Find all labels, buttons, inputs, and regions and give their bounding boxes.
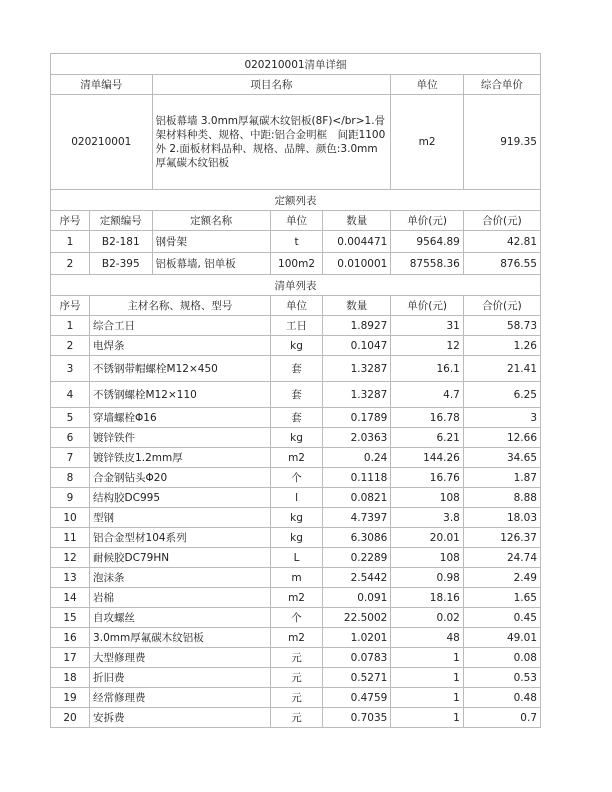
list-row (51, 382, 541, 408)
header-price: 综合单价 (463, 75, 540, 95)
list-price: 108 (391, 488, 464, 508)
item-name: 铝板幕墙 3.0mm厚氟碳木纹铝板(8F)</br>1.骨架材料种类、规格、中距:铝合金明框 间距1100外 2.面板材料品种、规格、品牌、颜色:3.0mm厚氟碳木纹铝板 (152, 95, 391, 190)
list-unit: m2 (270, 628, 322, 648)
list-no: 5 (51, 408, 90, 428)
list-row (51, 708, 541, 728)
list-qty: 0.4759 (323, 688, 391, 708)
list-unit: 套 (270, 382, 322, 408)
list-total: 2.49 (463, 568, 540, 588)
list-unit: 个 (270, 468, 322, 488)
list-row (51, 528, 541, 548)
list-total: 1.65 (463, 588, 540, 608)
list-no: 3 (51, 356, 90, 382)
list-section-title: 清单列表 (51, 275, 541, 296)
list-name: 岩棉 (90, 588, 271, 608)
list-qty: 1.8927 (323, 316, 391, 336)
quota-name: 铝板幕墙, 铝单板 (152, 253, 270, 275)
list-name: 电焊条 (90, 336, 271, 356)
list-name: 安拆费 (90, 708, 271, 728)
list-row (51, 668, 541, 688)
list-name: 3.0mm厚氟碳木纹铝板 (90, 628, 271, 648)
quota-col-total: 合价(元) (463, 211, 540, 231)
list-unit: kg (270, 508, 322, 528)
list-unit: m2 (270, 588, 322, 608)
list-no: 4 (51, 382, 90, 408)
quota-total: 876.55 (463, 253, 540, 275)
list-name: 不锈钢带帽螺栓M12×450 (90, 356, 271, 382)
quota-code: B2-181 (90, 231, 152, 253)
list-name: 综合工日 (90, 316, 271, 336)
list-qty: 1.3287 (323, 356, 391, 382)
list-price: 31 (391, 316, 464, 336)
list-price: 108 (391, 548, 464, 568)
list-unit: 套 (270, 408, 322, 428)
list-name: 折旧费 (90, 668, 271, 688)
list-unit: 元 (270, 668, 322, 688)
list-col-qty: 数量 (323, 296, 391, 316)
list-col-unit: 单位 (270, 296, 322, 316)
list-total: 8.88 (463, 488, 540, 508)
list-qty: 0.1118 (323, 468, 391, 488)
list-qty: 0.7035 (323, 708, 391, 728)
list-price: 12 (391, 336, 464, 356)
list-qty: 6.3086 (323, 528, 391, 548)
list-total: 12.66 (463, 428, 540, 448)
list-no: 2 (51, 336, 90, 356)
quota-total: 42.81 (463, 231, 540, 253)
list-col-name: 主材名称、规格、型号 (90, 296, 271, 316)
list-header-row (51, 296, 541, 316)
list-unit: m2 (270, 448, 322, 468)
list-total: 0.7 (463, 708, 540, 728)
list-row (51, 648, 541, 668)
list-unit: 工日 (270, 316, 322, 336)
list-unit: kg (270, 528, 322, 548)
list-price: 0.98 (391, 568, 464, 588)
list-no: 12 (51, 548, 90, 568)
quota-no: 1 (51, 231, 90, 253)
list-qty: 0.1789 (323, 408, 391, 428)
list-name: 耐候胶DC79HN (90, 548, 271, 568)
quota-header-row (51, 211, 541, 231)
list-no: 17 (51, 648, 90, 668)
list-price: 16.1 (391, 356, 464, 382)
item-price: 919.35 (463, 95, 540, 190)
list-no: 13 (51, 568, 90, 588)
list-price: 6.21 (391, 428, 464, 448)
list-name: 镀锌铁皮1.2mm厚 (90, 448, 271, 468)
list-name: 铝合金型材104系列 (90, 528, 271, 548)
list-no: 7 (51, 448, 90, 468)
list-row (51, 508, 541, 528)
list-row (51, 588, 541, 608)
quota-unit: t (270, 231, 322, 253)
list-qty: 0.091 (323, 588, 391, 608)
list-row (51, 488, 541, 508)
list-price: 1 (391, 688, 464, 708)
list-qty: 22.5002 (323, 608, 391, 628)
quota-row (51, 231, 541, 253)
quota-row (51, 253, 541, 275)
list-qty: 0.2289 (323, 548, 391, 568)
quota-col-code: 定额编号 (90, 211, 152, 231)
list-col-price: 单价(元) (391, 296, 464, 316)
list-total: 49.01 (463, 628, 540, 648)
list-total: 0.53 (463, 668, 540, 688)
list-total: 3 (463, 408, 540, 428)
list-price: 1 (391, 708, 464, 728)
list-no: 8 (51, 468, 90, 488)
list-price: 144.26 (391, 448, 464, 468)
header-code: 清单编号 (51, 75, 153, 95)
list-qty: 0.0783 (323, 648, 391, 668)
list-no: 20 (51, 708, 90, 728)
list-price: 4.7 (391, 382, 464, 408)
detail-table (50, 53, 541, 728)
item-code: 020210001 (51, 95, 153, 190)
header-name: 项目名称 (152, 75, 391, 95)
list-qty: 2.5442 (323, 568, 391, 588)
list-no: 16 (51, 628, 90, 648)
list-no: 6 (51, 428, 90, 448)
list-row (51, 428, 541, 448)
list-qty: 1.0201 (323, 628, 391, 648)
list-no: 19 (51, 688, 90, 708)
list-row (51, 568, 541, 588)
quota-code: B2-395 (90, 253, 152, 275)
list-total: 1.26 (463, 336, 540, 356)
list-no: 11 (51, 528, 90, 548)
list-unit: kg (270, 336, 322, 356)
list-price: 1 (391, 668, 464, 688)
list-row (51, 688, 541, 708)
page-title: 020210001清单详细 (51, 54, 541, 75)
list-no: 10 (51, 508, 90, 528)
list-row (51, 468, 541, 488)
list-name: 型钢 (90, 508, 271, 528)
quota-section-title: 定额列表 (51, 190, 541, 211)
quota-col-qty: 数量 (323, 211, 391, 231)
quota-name: 钢骨架 (152, 231, 270, 253)
list-total: 18.03 (463, 508, 540, 528)
list-total: 34.65 (463, 448, 540, 468)
quota-col-unit: 单位 (270, 211, 322, 231)
list-qty: 0.0821 (323, 488, 391, 508)
list-row (51, 628, 541, 648)
list-unit: m (270, 568, 322, 588)
list-row (51, 408, 541, 428)
list-price: 16.78 (391, 408, 464, 428)
list-no: 1 (51, 316, 90, 336)
list-total: 0.45 (463, 608, 540, 628)
list-row (51, 336, 541, 356)
list-unit: 元 (270, 648, 322, 668)
list-total: 21.41 (463, 356, 540, 382)
list-qty: 0.1047 (323, 336, 391, 356)
list-qty: 0.5271 (323, 668, 391, 688)
list-total: 1.87 (463, 468, 540, 488)
header-unit: 单位 (391, 75, 464, 95)
list-total: 58.73 (463, 316, 540, 336)
quota-qty: 0.004471 (323, 231, 391, 253)
quota-col-no: 序号 (51, 211, 90, 231)
list-total: 0.08 (463, 648, 540, 668)
list-qty: 4.7397 (323, 508, 391, 528)
list-unit: 元 (270, 688, 322, 708)
list-row (51, 548, 541, 568)
list-name: 结构胶DC995 (90, 488, 271, 508)
list-name: 大型修理费 (90, 648, 271, 668)
quota-price: 87558.36 (391, 253, 464, 275)
list-name: 经常修理费 (90, 688, 271, 708)
list-price: 48 (391, 628, 464, 648)
list-name: 不锈钢螺栓M12×110 (90, 382, 271, 408)
quota-unit: 100m2 (270, 253, 322, 275)
list-qty: 1.3287 (323, 382, 391, 408)
list-unit: 套 (270, 356, 322, 382)
quota-no: 2 (51, 253, 90, 275)
list-col-total: 合价(元) (463, 296, 540, 316)
list-price: 18.16 (391, 588, 464, 608)
quota-col-price: 单价(元) (391, 211, 464, 231)
list-price: 16.76 (391, 468, 464, 488)
item-unit: m2 (391, 95, 464, 190)
list-no: 14 (51, 588, 90, 608)
list-name: 自攻螺丝 (90, 608, 271, 628)
list-name: 合金钢钻头Φ20 (90, 468, 271, 488)
list-col-no: 序号 (51, 296, 90, 316)
list-price: 1 (391, 648, 464, 668)
list-price: 0.02 (391, 608, 464, 628)
list-row (51, 608, 541, 628)
list-no: 15 (51, 608, 90, 628)
list-unit: 个 (270, 608, 322, 628)
list-name: 镀锌铁件 (90, 428, 271, 448)
list-row (51, 316, 541, 336)
quota-price: 9564.89 (391, 231, 464, 253)
quota-col-name: 定额名称 (152, 211, 270, 231)
list-unit: 元 (270, 708, 322, 728)
list-total: 0.48 (463, 688, 540, 708)
list-name: 穿墙螺栓Φ16 (90, 408, 271, 428)
quota-qty: 0.010001 (323, 253, 391, 275)
list-name: 泡沫条 (90, 568, 271, 588)
list-row (51, 356, 541, 382)
list-total: 6.25 (463, 382, 540, 408)
list-unit: l (270, 488, 322, 508)
list-price: 3.8 (391, 508, 464, 528)
list-qty: 0.24 (323, 448, 391, 468)
list-qty: 2.0363 (323, 428, 391, 448)
list-unit: L (270, 548, 322, 568)
list-unit: kg (270, 428, 322, 448)
list-total: 126.37 (463, 528, 540, 548)
list-row (51, 448, 541, 468)
list-no: 9 (51, 488, 90, 508)
list-price: 20.01 (391, 528, 464, 548)
list-total: 24.74 (463, 548, 540, 568)
list-no: 18 (51, 668, 90, 688)
